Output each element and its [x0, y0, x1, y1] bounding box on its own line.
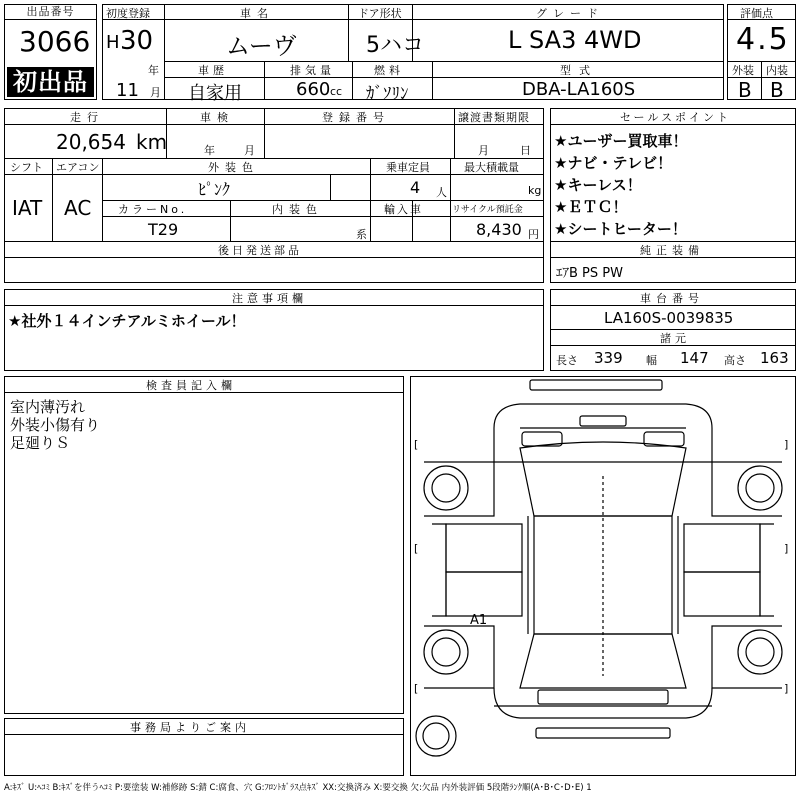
length-label: 長さ	[556, 354, 578, 367]
notes-value: ★社外１４インチアルミホイール！	[8, 312, 246, 330]
bracket-right-rear: ]	[784, 682, 789, 695]
inspection-year-unit: 年	[204, 144, 215, 157]
door-label: ドア形状	[358, 7, 402, 20]
model-label: 型式	[560, 64, 598, 77]
year-unit: 年	[148, 64, 159, 77]
transfer-month-unit: 月	[478, 144, 489, 157]
displacement-label: 排気量	[290, 64, 335, 77]
mileage-unit: km	[136, 130, 168, 154]
height: 163	[760, 349, 789, 367]
load-unit: kg	[528, 184, 542, 197]
displacement: 660	[296, 79, 331, 100]
specs-label: 諸元	[660, 332, 690, 345]
first-reg-label: 初度登録	[106, 7, 150, 20]
interior-label: 内装	[766, 64, 788, 77]
inspector-label: 検査員記入欄	[146, 379, 236, 392]
inspection-label: 車検	[200, 111, 234, 124]
sales-points-label: セールスポイント	[620, 111, 732, 124]
car-diagram	[410, 376, 796, 776]
notes-label: 注意事項欄	[232, 292, 307, 305]
bracket-right-mid: ]	[784, 542, 789, 555]
mileage: 20,654	[56, 130, 126, 154]
equipment-label: 純正装備	[640, 244, 704, 257]
recycle: 8,430	[476, 220, 522, 239]
ac: AC	[64, 196, 92, 220]
damage-mark: A1	[470, 613, 488, 628]
history-label: 車歴	[198, 64, 228, 77]
first-reg-month: 11	[116, 80, 139, 101]
inspection-month-unit: 月	[244, 144, 255, 157]
color-no-label: カラーNo.	[118, 203, 188, 216]
inspector-line: 外装小傷有り	[10, 416, 101, 434]
interior-grade: B	[770, 78, 784, 102]
mileage-label: 走行	[70, 111, 104, 124]
chassis-label: 車台番号	[640, 292, 704, 305]
bracket-left-mid: [	[414, 542, 419, 555]
displacement-unit: cc	[330, 85, 343, 98]
width: 147	[680, 349, 709, 367]
exterior-grade: B	[738, 78, 752, 102]
shift-label: シフト	[10, 161, 43, 174]
model: DBA-LA160S	[522, 79, 636, 100]
first-listing-badge: 初出品	[7, 67, 94, 97]
era: H	[106, 32, 120, 53]
capacity-label: 乗車定員	[386, 161, 430, 174]
car-name: ムーヴ	[226, 32, 297, 60]
equipment-value: ｴｱB PS PW	[556, 266, 623, 281]
transfer-day-unit: 日	[520, 144, 531, 157]
month-unit: 月	[150, 86, 161, 99]
color-no: T29	[148, 220, 179, 239]
sales-point-item: ★ＥＴＣ！	[554, 198, 628, 216]
reg-number-label: 登録番号	[322, 111, 390, 124]
width-label: 幅	[646, 354, 657, 367]
bracket-right-front: ]	[784, 438, 789, 451]
recycle-label: リサイクル預託金	[452, 205, 523, 215]
first-reg-year: 30	[120, 26, 154, 56]
grade: L SA3 4WD	[508, 26, 642, 54]
fuel-label: 燃料	[374, 64, 404, 77]
exterior-label: 外装	[732, 64, 754, 77]
later-parts-label: 後日発送部品	[218, 244, 302, 257]
chassis-number: LA160S-0039835	[604, 309, 734, 327]
score: 4.5	[736, 22, 790, 57]
office-label: 事務局よりご案内	[130, 721, 250, 734]
exterior-color: ﾋﾟﾝｸ	[198, 180, 231, 199]
height-label: 高さ	[724, 354, 746, 367]
car-name-label: 車名	[240, 7, 274, 20]
score-label: 評価点	[740, 7, 773, 20]
lot-label: 出品番号	[5, 5, 96, 20]
bracket-left-front: [	[414, 438, 419, 451]
length: 339	[594, 349, 623, 367]
legend: A:ｷｽﾞ U:ﾍｺﾐ B:ｷｽﾞを伴うﾍｺﾐ P:要塗装 W:補修跡 S:錆 C:腐食、穴 G:ﾌﾛﾝﾄｶﾞﾗｽ点ｷｽﾞ XX:交換済み X:要交換 欠:欠品 内外装評価 5段階ﾗﾝｸ順(A･B･C･D･E) 1	[4, 783, 592, 793]
sales-point-item: ★シートヒーター！	[554, 220, 687, 238]
load-label: 最大積載量	[464, 161, 519, 174]
capacity: 4	[410, 178, 421, 197]
inspector-line: 足廻りＳ	[10, 434, 71, 452]
lot-box	[4, 4, 97, 100]
lot-number: 3066	[19, 25, 91, 58]
ac-label: エアコン	[56, 161, 100, 174]
interior-color-unit: 系	[356, 228, 367, 241]
sales-point-item: ★キーレス！	[554, 176, 642, 194]
bracket-left-rear: [	[414, 682, 419, 695]
interior-color-label: 内装色	[272, 203, 323, 216]
door-type: 5ハコ	[366, 33, 424, 58]
sales-point-item: ★ユーザー買取車！	[554, 132, 688, 150]
history: 自家用	[188, 83, 242, 104]
inspector-line: 室内薄汚れ	[10, 398, 86, 416]
fuel: ｶﾞｿﾘﾝ	[366, 84, 409, 104]
recycle-unit: 円	[528, 228, 539, 241]
transfer-label: 譲渡書類期限	[458, 111, 530, 124]
color-label: 外装色	[208, 161, 259, 174]
capacity-unit: 人	[436, 186, 447, 199]
sales-point-item: ★ナビ・テレビ！	[554, 154, 673, 172]
grade-label: グレード	[536, 7, 604, 20]
shift: IAT	[12, 196, 43, 220]
import-label: 輸入車	[384, 203, 423, 216]
